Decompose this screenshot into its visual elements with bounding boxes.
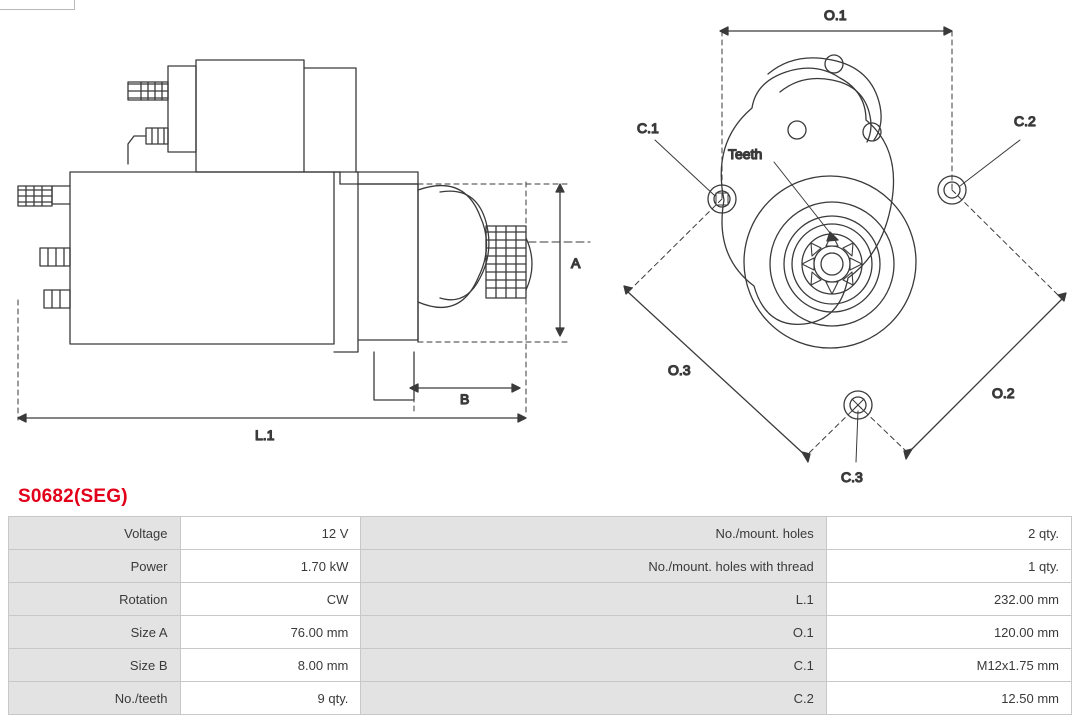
starter-side-view <box>18 60 590 443</box>
page-title: S0682(SEG) <box>18 486 128 507</box>
spec-label: Size A <box>9 616 181 649</box>
spec-label: Voltage <box>9 517 181 550</box>
spec-table <box>8 516 1072 715</box>
spec-value: 12 V <box>180 517 361 550</box>
spec-value-2: M12x1.75 mm <box>826 649 1071 682</box>
table-row <box>9 682 1072 715</box>
spec-label: No./teeth <box>9 682 181 715</box>
dim-label-b: B <box>460 391 470 407</box>
spec-value-2: 120.00 mm <box>826 616 1071 649</box>
spec-value: CW <box>180 583 361 616</box>
spec-label-2: L.1 <box>361 583 826 616</box>
dim-label-a: A <box>571 255 581 271</box>
table-row <box>9 583 1072 616</box>
spec-value: 1.70 kW <box>180 550 361 583</box>
spec-value-2: 2 qty. <box>826 517 1071 550</box>
spec-label: Size B <box>9 649 181 682</box>
dim-label-o2: O.2 <box>992 385 1015 401</box>
table-row <box>9 517 1072 550</box>
dim-label-o3: O.3 <box>668 362 691 378</box>
spec-label: Rotation <box>9 583 181 616</box>
spec-label: Power <box>9 550 181 583</box>
spec-value-2: 232.00 mm <box>826 583 1071 616</box>
dim-label-c1: C.1 <box>637 120 659 136</box>
table-row <box>9 649 1072 682</box>
table-row <box>9 550 1072 583</box>
dim-label-l1: L.1 <box>255 427 275 443</box>
spec-label-2: No./mount. holes <box>361 517 826 550</box>
dim-label-c2: C.2 <box>1014 113 1036 129</box>
spec-label-2: O.1 <box>361 616 826 649</box>
spec-label-2: No./mount. holes with thread <box>361 550 826 583</box>
spec-value: 8.00 mm <box>180 649 361 682</box>
spec-value-2: 12.50 mm <box>826 682 1071 715</box>
dim-label-o1: O.1 <box>824 7 847 23</box>
table-row <box>9 616 1072 649</box>
spec-value-2: 1 qty. <box>826 550 1071 583</box>
dim-label-c3: C.3 <box>841 469 863 485</box>
spec-table-wrapper <box>8 516 1072 715</box>
spec-label-2: C.1 <box>361 649 826 682</box>
spec-value: 9 qty. <box>180 682 361 715</box>
spec-label-2: C.2 <box>361 682 826 715</box>
spec-value: 76.00 mm <box>180 616 361 649</box>
label-teeth: Teeth <box>728 146 763 162</box>
starter-front-view <box>624 7 1066 485</box>
